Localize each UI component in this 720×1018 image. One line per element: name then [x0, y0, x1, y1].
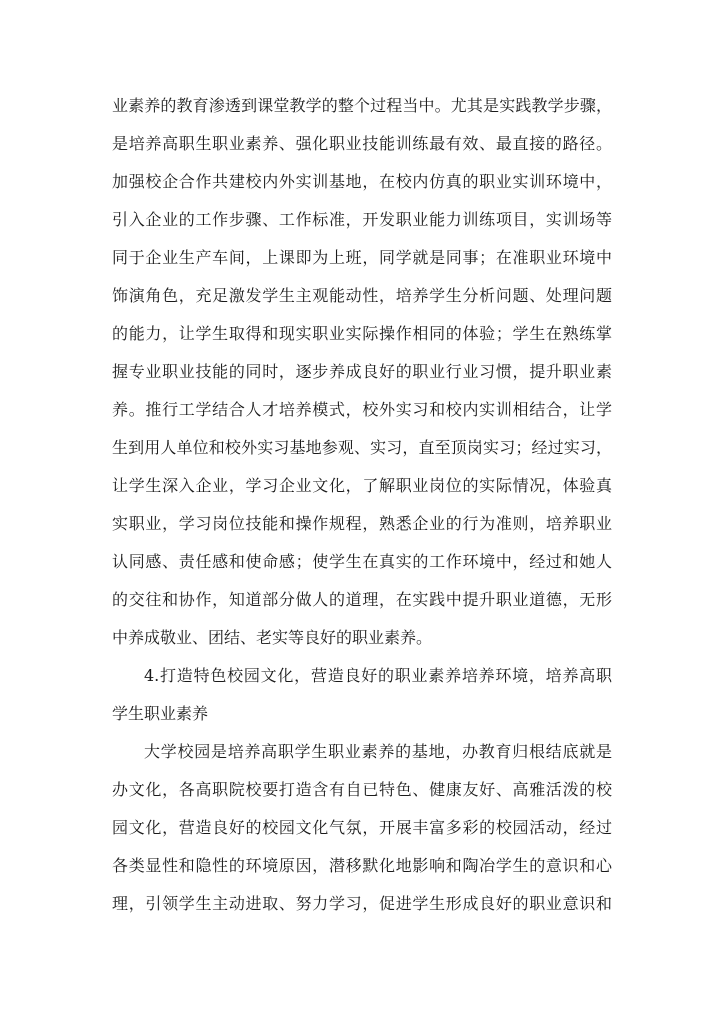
text-line: 引入企业的工作步骤、工作标准，开发职业能力训练项目，实训场等 [112, 210, 612, 229]
text-line: 握专业职业技能的同时，逐步养成良好的职业行业习惯，提升职业素 [112, 362, 612, 381]
text-line: 让学生深入企业，学习企业文化，了解职业岗位的实际情况，体验真 [112, 476, 612, 495]
section-heading-line: 4.打造特色校园文化，营造良好的职业素养培养环境，培养高职 [144, 666, 612, 685]
text-line: 园文化，营造良好的校园文化气氛，开展丰富多彩的校园活动，经过 [112, 818, 612, 837]
text-line: 的能力，让学生取得和现实职业实际操作相同的体验；学生在熟练掌 [112, 324, 612, 343]
text-line: 同于企业生产车间，上课即为上班，同学就是同事；在准职业环境中 [112, 248, 612, 267]
text-line: 生到用人单位和校外实习基地参观、实习，直至顶岗实习；经过实习， [112, 438, 612, 457]
text-line: 实职业，学习岗位技能和操作规程，熟悉企业的行为准则，培养职业 [112, 514, 612, 533]
text-line: 饰演角色，充足激发学生主观能动性，培养学生分析问题、处理问题 [112, 286, 612, 305]
text-line: 业素养的教育渗透到课堂教学的整个过程当中。尤其是实践教学步骤， [112, 96, 612, 115]
text-line: 的交往和协作，知道部分做人的道理，在实践中提升职业道德，无形 [112, 590, 612, 609]
text-line: 加强校企合作共建校内外实训基地，在校内仿真的职业实训环境中， [112, 172, 612, 191]
section-heading-line: 学生职业素养 [112, 704, 209, 723]
text-line: 中养成敬业、团结、老实等良好的职业素养。 [112, 628, 433, 647]
text-line: 养。推行工学结合人才培养模式，校外实习和校内实训相结合，让学 [112, 400, 612, 419]
text-line: 认同感、责任感和使命感；使学生在真实的工作环境中，经过和她人 [112, 552, 612, 571]
text-line: 各类显性和隐性的环境原因，潜移默化地影响和陶冶学生的意识和心 [112, 856, 612, 875]
text-line: 办文化，各高职院校要打造含有自已特色、健康友好、高雅活泼的校 [112, 780, 612, 799]
text-line: 是培养高职生职业素养、强化职业技能训练最有效、最直接的路径。 [112, 134, 612, 153]
text-line: 理，引领学生主动进取、努力学习，促进学生形成良好的职业意识和 [112, 894, 612, 913]
text-line: 大学校园是培养高职学生职业素养的基地，办教育归根结底就是 [144, 742, 612, 761]
